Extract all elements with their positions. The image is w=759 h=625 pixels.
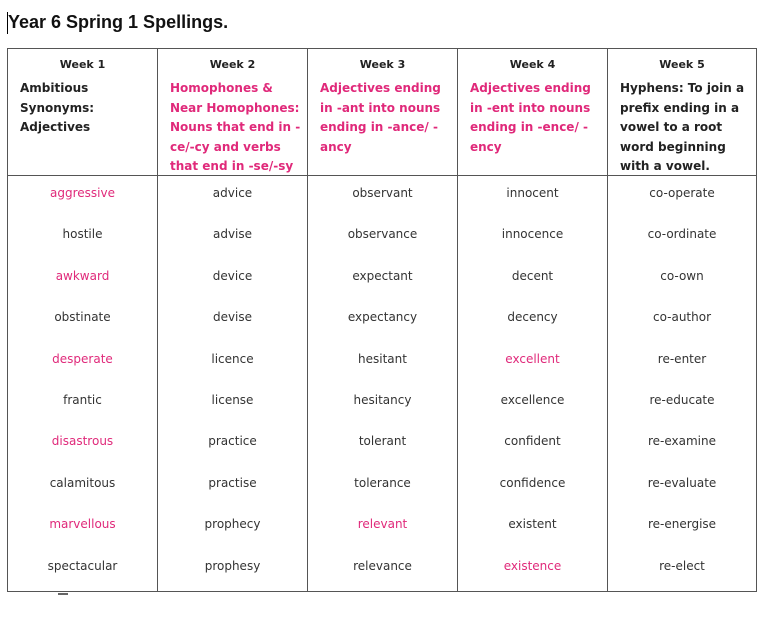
column-header [458, 49, 607, 176]
week-column [457, 49, 607, 591]
week-label: Week 4 [509, 58, 556, 71]
spelling-word: expectant [352, 268, 413, 283]
spelling-word: observance [347, 227, 418, 242]
spelling-word: practice [208, 434, 257, 449]
column-header [158, 49, 307, 176]
spellings-table [7, 48, 757, 592]
week-label: Week 3 [359, 58, 406, 71]
week-topic: Adjectives ending in -ent into nouns ending in -ence/ -ency [470, 81, 591, 154]
spelling-word: tolerance [354, 475, 411, 490]
spelling-word: existent [508, 517, 557, 532]
footer-dash [58, 593, 68, 595]
spelling-word: innocent [506, 186, 559, 200]
spelling-word: confident [504, 434, 561, 449]
week-column [607, 49, 757, 591]
spelling-word: advice [212, 186, 253, 200]
spelling-word: devise [212, 310, 253, 325]
spelling-word: disastrous [51, 434, 114, 449]
spelling-word: prophecy [204, 517, 261, 532]
spelling-word: tolerant [358, 434, 407, 449]
spelling-word: practise [208, 475, 257, 490]
spelling-word: co-ordinate [647, 227, 717, 242]
document-title[interactable]: Year 6 Spring 1 Spellings. [8, 12, 229, 32]
spelling-word: awkward [55, 268, 110, 283]
spelling-word: re-energise [647, 517, 717, 532]
spelling-word: licence [211, 351, 254, 366]
spelling-word: hesitancy [353, 393, 412, 407]
week-topic: Homophones & Near Homophones: Nouns that end in -ce/-cy and verbs that end in -se/-sy [170, 81, 301, 173]
week-column [7, 49, 157, 591]
spelling-word: observant [352, 186, 413, 200]
spelling-word: co-author [652, 310, 712, 325]
spelling-word: frantic [63, 393, 102, 407]
column-header [308, 49, 457, 176]
spelling-word: decency [507, 310, 558, 325]
spelling-word: re-educate [649, 393, 715, 407]
spelling-word: hostile [62, 227, 103, 242]
spelling-word: re-elect [659, 558, 705, 573]
week-topic: Ambitious Synonyms: Adjectives [20, 81, 95, 134]
week-label: Week 1 [59, 58, 106, 71]
spelling-word: spectacular [47, 558, 118, 573]
spelling-word: hesitant [358, 351, 407, 366]
column-header [8, 49, 157, 176]
week-column [157, 49, 307, 591]
week-column [307, 49, 457, 591]
week-topic: Adjectives ending in -ant into nouns ending in -ance/ -ancy [320, 81, 441, 154]
week-topic: Hyphens: To join a prefix ending in a vowel to a root word beginning with a vowel. [620, 81, 745, 173]
spelling-word: expectancy [347, 310, 418, 325]
spelling-word: co-operate [649, 186, 715, 200]
spelling-word: re-evaluate [647, 475, 717, 490]
spelling-word: relevant [357, 517, 408, 532]
spelling-word: advise [212, 227, 253, 242]
spelling-word: obstinate [54, 310, 111, 325]
spelling-word: marvellous [49, 517, 116, 532]
spelling-word: decent [511, 268, 554, 283]
spelling-word: excellence [500, 393, 565, 407]
spelling-word: innocence [501, 227, 564, 242]
spelling-word: re-examine [647, 434, 717, 449]
spelling-word: desperate [52, 351, 113, 366]
spelling-word: existence [503, 558, 562, 573]
spelling-word: excellent [505, 351, 560, 366]
spelling-word: license [211, 393, 254, 407]
week-label: Week 2 [209, 58, 256, 71]
spelling-word: calamitous [49, 475, 116, 490]
spelling-word: device [212, 268, 253, 283]
column-header [608, 49, 756, 176]
spelling-word: confidence [499, 475, 566, 490]
spelling-word: re-enter [657, 351, 707, 366]
spelling-word: aggressive [50, 186, 115, 200]
spelling-word: relevance [353, 558, 412, 573]
spelling-word: prophesy [204, 558, 261, 573]
week-label: Week 5 [659, 58, 705, 71]
spelling-word: co-own [660, 268, 704, 283]
